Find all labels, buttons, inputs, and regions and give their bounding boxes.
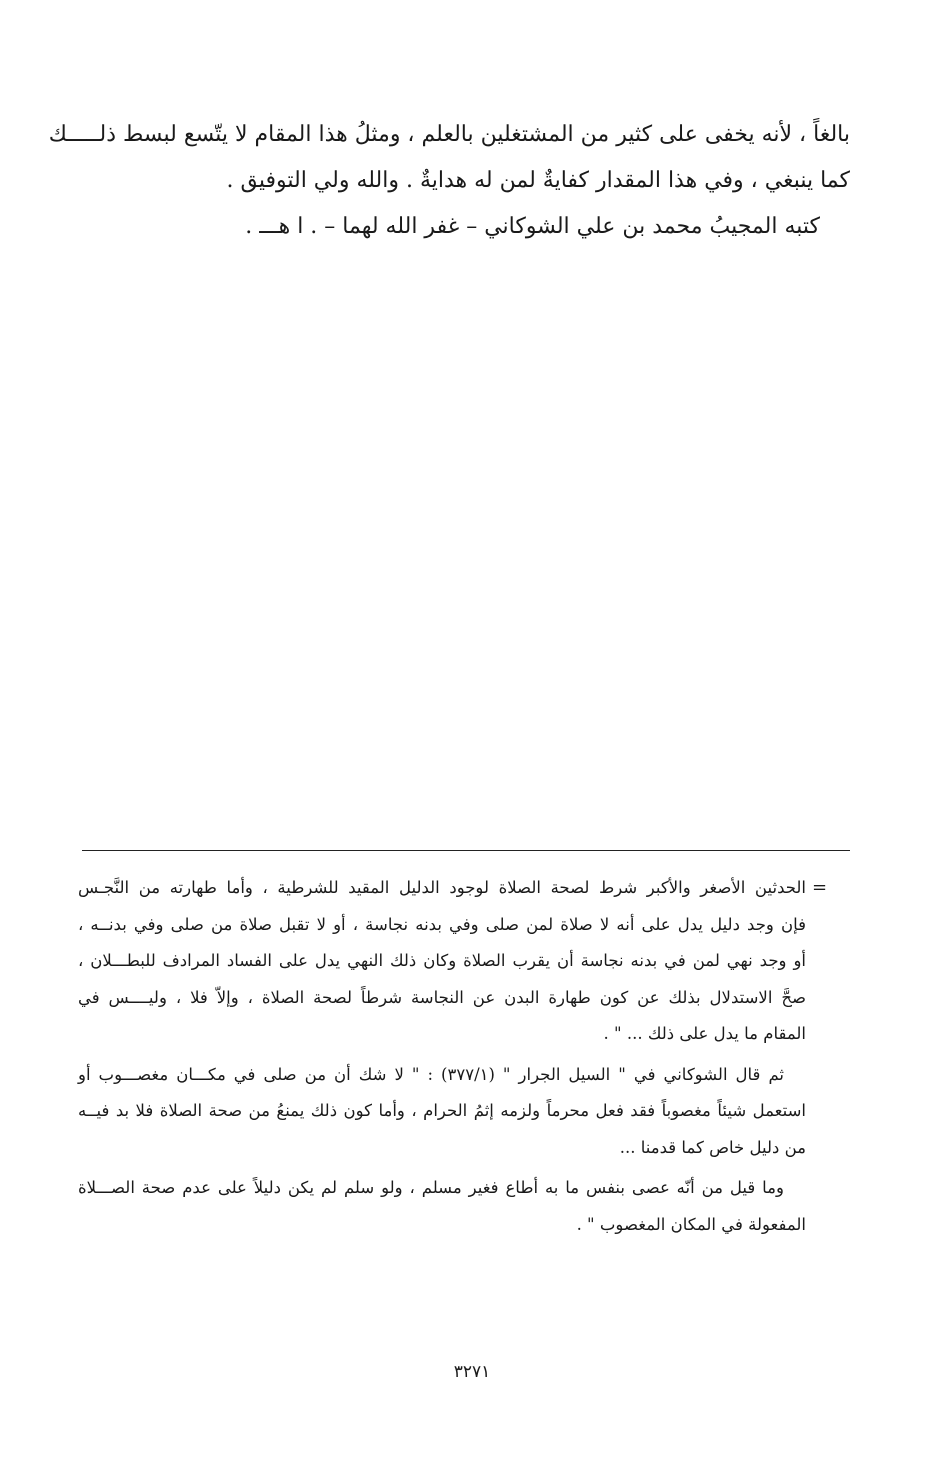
footnote-line: أو وجد نهي لمن في بدنه نجاسة أن يقرب الصلاة وكان ذلك النهي يدل على الفساد المرادف للبطـــلان ، <box>78 951 806 970</box>
footnote-continuation-marker: = <box>812 877 828 898</box>
author-signature: كتبه المجيبُ محمد بن علي الشوكاني – غفر الله لهما – . ا هـــ . <box>245 214 820 239</box>
footnote-line: ثم قال الشوكاني في " السيل الجرار " (٣٧٧/١) : " لا شك أن من صلى في مكـــان مغصـــوب أو <box>78 1064 785 1084</box>
footnote-line: وما قيل من أنّه عصى بنفس ما به أطاع فغير مسلم ، ولو سلم لم يكن دليلاً على عدم صحة الصـــلاة <box>78 1178 784 1197</box>
footnote-line: استعمل شيئاً مغصوباً فقد فعل محرماً ولزمه إثمُ الحرام ، وأما كون ذلك يمنعُ من صحة الصلاة فلا بد فيــه <box>78 1101 806 1120</box>
page-number: ٣٢٧١ <box>453 1362 491 1382</box>
main-text-block <box>48 112 850 250</box>
footnote-line: المقام ما يدل على ذلك ... " . <box>603 1024 806 1043</box>
footnote-line: من دليل خاص كما قدمنا ... <box>619 1137 806 1157</box>
footnote-line: المفعولة في المكان المغصوب " . <box>576 1214 806 1234</box>
footnote-line: فإن وجد دليل يدل على أنه لا صلاة لمن صلى وفي بدنه نجاسة ، أو لا تقبل صلاة من صلى وفي بدنــه ، <box>78 914 806 934</box>
footnote-line: صحَّ الاستدلال بذلك عن كون طهارة البدن عن النجاسة شرطاً لصحة الصلاة ، وإلاّ فلا ، وليــــس في <box>78 987 806 1007</box>
footnote-line: الحدثين الأصغر والأكبر شرط لصحة الصلاة لوجود الدليل المقيد للشرطية ، وأما طهارته من النَّجـس <box>78 878 806 897</box>
main-text-line: كما ينبغي ، وفي هذا المقدار كفايةٌ لمن له هدايةٌ . والله ولي التوفيق . <box>226 168 850 193</box>
footnote-block <box>78 870 806 1243</box>
footnote-separator <box>82 850 850 851</box>
main-text-line: بالغاً ، لأنه يخفى على كثير من المشتغلين بالعلم ، ومثلُ هذا المقام لا يتّسع لبسط ذلـــــك <box>48 122 850 147</box>
